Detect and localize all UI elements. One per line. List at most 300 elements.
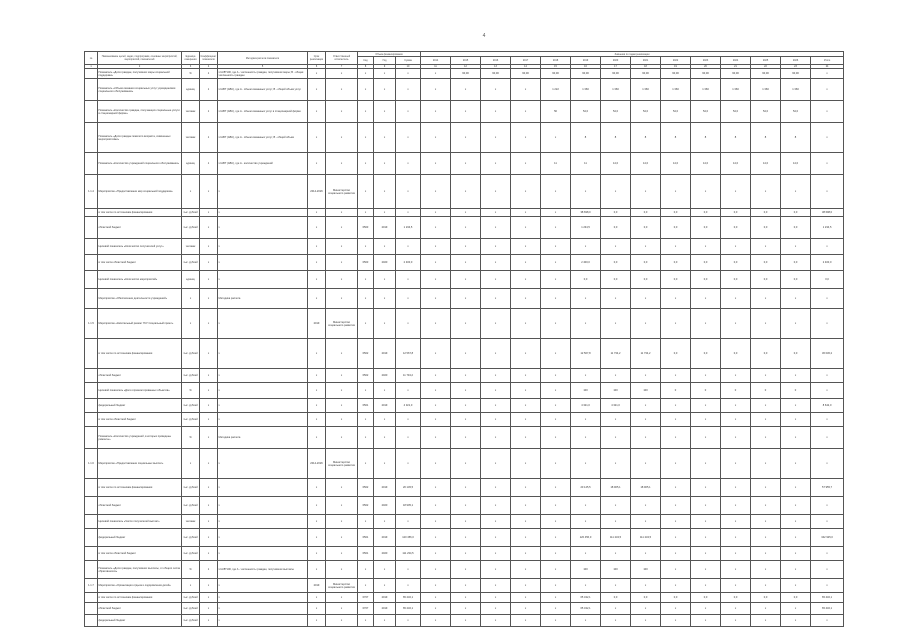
row-value-cell: x (571, 547, 601, 561)
row-value-cell: x (691, 309, 721, 339)
row-num-cell (85, 79, 98, 101)
row-fin-year-cell: x (374, 239, 396, 255)
row-executor-cell: Министерство социального развития (326, 579, 358, 593)
row-value-cell: x (601, 289, 631, 309)
row-value-cell: x (691, 603, 721, 615)
row-fin-code-cell: x (358, 427, 374, 449)
row-value-cell: x (601, 413, 631, 427)
row-value-cell: 0,0 (721, 339, 751, 369)
row-coef-cell: x (200, 427, 218, 449)
column-index-cell: 3 (182, 65, 200, 69)
header-coef: Коэффициент показателя (200, 52, 218, 65)
row-value-cell: x (691, 615, 721, 627)
row-value-cell: x (541, 309, 571, 339)
row-value-cell: x (661, 427, 691, 449)
row-value-cell: 1 234,5 (811, 217, 844, 239)
row-value-cell: x (451, 427, 481, 449)
row-value-cell: x (631, 515, 661, 529)
row-name-cell: Показатель «Доля граждан пожилого возраста, охваченных мероприятиями» (98, 123, 182, 153)
row-executor-cell: x (326, 427, 358, 449)
row-coef-cell: x (200, 239, 218, 255)
header-unit: Единица измерения (182, 52, 200, 65)
row-value-cell: x (481, 529, 511, 547)
row-value-cell: x (631, 413, 661, 427)
row-value-cell: 0,0 (661, 271, 691, 289)
row-value-cell: x (511, 413, 541, 427)
row-value-cell: x (661, 579, 691, 593)
row-value-cell: x (421, 153, 451, 175)
header-year: 2026 (781, 57, 811, 65)
row-value-cell: 0,0 (781, 593, 811, 603)
row-name-cell: областной бюджет (98, 497, 182, 515)
row-value-cell: x (481, 579, 511, 593)
row-value-cell: x (751, 547, 781, 561)
row-fin-code-cell: x (358, 579, 374, 593)
row-value-cell: x (571, 369, 601, 383)
row-value-cell: x (511, 101, 541, 123)
row-value-cell: x (451, 593, 481, 603)
row-executor-cell: x (326, 339, 358, 369)
row-value-cell: x (781, 603, 811, 615)
row-value-cell: x (421, 289, 451, 309)
row-unit-cell: тыс. рублей (182, 603, 200, 615)
row-value-cell: x (481, 479, 511, 497)
table-row (85, 153, 844, 175)
row-value-cell: 1 360 (601, 79, 631, 101)
table-row (85, 515, 844, 529)
row-value-cell: x (481, 209, 511, 217)
row-value-cell: 1 360 (721, 79, 751, 101)
row-value-cell: 0,0 (691, 209, 721, 217)
row-value-cell: x (781, 427, 811, 449)
row-value-cell: x (511, 271, 541, 289)
row-fin-year-cell: 2019 (374, 593, 396, 603)
row-method-cell: x (218, 271, 308, 289)
row-value-cell: x (511, 593, 541, 603)
row-value-cell: 0,0 (661, 209, 691, 217)
row-value-cell: 90,00 (721, 69, 751, 79)
column-index-cell: 19 (661, 65, 691, 69)
row-value-cell: 0 (661, 383, 691, 399)
row-value-cell: x (631, 449, 661, 479)
row-source-cell: x (308, 339, 326, 369)
row-value-cell: 12 567,8 (571, 339, 601, 369)
row-value-cell: 0,0 (631, 271, 661, 289)
header-method: Методика расчета показателя (218, 52, 308, 65)
table-row (85, 427, 844, 449)
row-value-cell: x (451, 413, 481, 427)
table-row (85, 123, 844, 153)
row-name-cell: в том числе по источникам финансирования (98, 339, 182, 369)
row-value-cell: 14,0 (781, 153, 811, 175)
row-name-cell: областной бюджет (98, 217, 182, 239)
row-value-cell: 14,0 (721, 153, 751, 175)
column-index-cell: 23 (781, 65, 811, 69)
row-fin-year-cell: x (374, 383, 396, 399)
row-value-cell: 11 (541, 153, 571, 175)
row-fin-year-cell: 2020 (374, 497, 396, 515)
row-value-cell: x (661, 529, 691, 547)
row-coef-cell: x (200, 209, 218, 217)
row-value-cell: 38 698,0 (811, 209, 844, 217)
header-values-group: Значения по годам реализации (421, 52, 844, 57)
row-method-cell: Методика расчета (218, 289, 308, 309)
row-value-cell: 111 234,5 (601, 529, 631, 547)
row-fin-code-cell: x (358, 309, 374, 339)
row-value-cell: 90,00 (511, 69, 541, 79)
row-name-cell: Мероприятие «Предоставление мер социальной поддержки» (98, 175, 182, 209)
row-value-cell: x (781, 309, 811, 339)
row-name-cell: Показатель «Объем оказания социальных услуг учреждениями социального обслуживания» (98, 79, 182, 101)
row-value-cell: x (751, 615, 781, 627)
row-value-cell: x (811, 153, 844, 175)
row-executor-cell: x (326, 479, 358, 497)
row-unit-cell: % (182, 427, 200, 449)
row-value-cell: 14,0 (661, 153, 691, 175)
row-value-cell: x (691, 369, 721, 383)
row-value-cell: x (811, 547, 844, 561)
row-value-cell: x (601, 239, 631, 255)
row-value-cell: x (481, 217, 511, 239)
row-value-cell: x (721, 239, 751, 255)
row-fin-sum-cell: x (396, 561, 421, 579)
row-fin-year-cell: 2020 (374, 547, 396, 561)
row-value-cell: x (481, 383, 511, 399)
row-unit-cell: тыс. рублей (182, 217, 200, 239)
header-year: 2021 (631, 57, 661, 65)
row-value-cell: x (451, 175, 481, 209)
row-fin-code-cell: 0502 (358, 479, 374, 497)
row-method-cell: x=ABT (ABC), где A - объем оказанных услуг; B - общий объем (218, 123, 308, 153)
row-value-cell: x (451, 79, 481, 101)
row-value-cell: x (451, 101, 481, 123)
row-value-cell: x (661, 399, 691, 413)
row-fin-code-cell: x (358, 561, 374, 579)
row-coef-cell: 1 (200, 561, 218, 579)
row-value-cell: x (601, 497, 631, 515)
row-fin-year-cell: 2019 (374, 529, 396, 547)
row-value-cell: 90,00 (601, 69, 631, 79)
row-method-cell: x (218, 449, 308, 479)
row-executor-cell: x (326, 217, 358, 239)
row-value-cell: x (511, 289, 541, 309)
row-value-cell: 100 (631, 383, 661, 399)
column-index-cell: 21 (721, 65, 751, 69)
row-value-cell: x (451, 399, 481, 413)
row-name-cell: Показатель «Доля граждан, получивших меры социальной поддержки» (98, 69, 182, 79)
row-unit-cell: % (182, 561, 200, 579)
row-value-cell: x (781, 479, 811, 497)
row-value-cell: 0,0 (721, 271, 751, 289)
row-value-cell: x (541, 515, 571, 529)
table-row (85, 289, 844, 309)
row-value-cell: x (751, 399, 781, 413)
row-value-cell: 0,0 (631, 209, 661, 217)
row-fin-sum-cell: x (396, 309, 421, 339)
column-index-cell: 4 (200, 65, 218, 69)
row-name-cell: Целевой показатель «Количество получателей услуг» (98, 239, 182, 255)
row-value-cell: 11 734,2 (601, 339, 631, 369)
header-financing-group: Объем финансирования (358, 52, 421, 57)
row-name-cell: в том числе областной бюджет (98, 255, 182, 271)
column-index-cell: 11 (421, 65, 451, 69)
row-source-cell: x (308, 123, 326, 153)
row-value-cell: 100 (571, 561, 601, 579)
row-value-cell: 0,0 (721, 209, 751, 217)
row-value-cell: x (721, 427, 751, 449)
row-value-cell: 4 321,0 (601, 399, 631, 413)
row-value-cell: x (511, 175, 541, 209)
row-value-cell: x (541, 427, 571, 449)
row-value-cell: x (541, 413, 571, 427)
row-unit-cell: тыс. рублей (182, 209, 200, 217)
row-value-cell: 8 (691, 123, 721, 153)
row-unit-cell: единиц (182, 153, 200, 175)
row-source-cell: x (308, 209, 326, 217)
row-name-cell: Мероприятие «Обеспечение деятельности учреждений» (98, 289, 182, 309)
table-row (85, 239, 844, 255)
row-fin-sum-cell: 11 734,2 (396, 369, 421, 383)
row-value-cell: x (661, 603, 691, 615)
row-coef-cell: x (200, 515, 218, 529)
table-row (85, 175, 844, 209)
row-value-cell: x (721, 579, 751, 593)
row-fin-year-cell: 2020 (374, 369, 396, 383)
row-value-cell: 8 642,0 (811, 399, 844, 413)
row-method-cell: x (218, 339, 308, 369)
row-value-cell: 57 955,7 (811, 479, 844, 497)
row-value-cell: 100 (571, 383, 601, 399)
row-value-cell: x (541, 497, 571, 515)
row-value-cell: x (721, 515, 751, 529)
row-fin-year-cell: x (374, 309, 396, 339)
row-fin-sum-cell: 65 432,1 (396, 603, 421, 615)
row-source-cell: x (308, 593, 326, 603)
program-table-container (84, 51, 835, 627)
row-num-cell (85, 369, 98, 383)
row-num-cell (85, 271, 98, 289)
row-executor-cell: x (326, 289, 358, 309)
table-row (85, 271, 844, 289)
row-value-cell: x (421, 399, 451, 413)
row-value-cell: x (571, 175, 601, 209)
row-source-cell: 2014-2026 (308, 449, 326, 479)
row-coef-cell: x (200, 479, 218, 497)
row-method-cell: x (218, 547, 308, 561)
row-value-cell: 90,00 (541, 69, 571, 79)
row-fin-year-cell: x (374, 413, 396, 427)
row-value-cell: x (691, 399, 721, 413)
row-value-cell: 65 432,1 (811, 593, 844, 603)
row-value-cell: x (481, 255, 511, 271)
row-value-cell: 1 234,5 (571, 217, 601, 239)
row-num-cell (85, 561, 98, 579)
row-value-cell: x (721, 497, 751, 515)
row-value-cell: x (811, 369, 844, 383)
column-index-cell: 17 (601, 65, 631, 69)
row-unit-cell: тыс. рублей (182, 593, 200, 603)
row-source-cell: x (308, 603, 326, 615)
row-fin-year-cell: x (374, 79, 396, 101)
row-num-cell (85, 529, 98, 547)
row-value-cell: x (421, 547, 451, 561)
row-coef-cell: 1 (200, 79, 218, 101)
row-num-cell (85, 209, 98, 217)
row-value-cell: x (601, 515, 631, 529)
row-value-cell: 0,0 (781, 255, 811, 271)
row-value-cell: x (721, 561, 751, 579)
row-coef-cell: x (200, 175, 218, 209)
row-source-cell: x (308, 529, 326, 547)
row-fin-sum-cell: x (396, 123, 421, 153)
row-value-cell: 0,0 (601, 271, 631, 289)
row-executor-cell: x (326, 153, 358, 175)
row-fin-year-cell: x (374, 101, 396, 123)
row-value-cell: 2 400,0 (811, 255, 844, 271)
header-year: 2015 (451, 57, 481, 65)
header-fin-year: Год (374, 57, 396, 65)
row-value-cell: x (481, 309, 511, 339)
row-value-cell: x (691, 413, 721, 427)
table-row (85, 79, 844, 101)
row-fin-year-cell: x (374, 615, 396, 627)
column-index-cell: 14 (511, 65, 541, 69)
column-index-cell: 24 (811, 65, 844, 69)
table-row (85, 529, 844, 547)
row-num-cell (85, 153, 98, 175)
row-value-cell: x (721, 309, 751, 339)
row-value-cell: 65 432,1 (811, 603, 844, 615)
row-value-cell: x (751, 529, 781, 547)
row-unit-cell: человек (182, 123, 200, 153)
row-name-cell: Показатель «Доля граждан, получивших выплаты, от общего числа обратившихся» (98, 561, 182, 579)
row-value-cell: x (541, 615, 571, 627)
row-num-cell: 1.1.5 (85, 309, 98, 339)
row-value-cell: x (421, 79, 451, 101)
column-index-cell: 13 (481, 65, 511, 69)
row-fin-code-cell: 0502 (358, 339, 374, 369)
row-value-cell: 0,0 (751, 593, 781, 603)
header-year: 2018 (541, 57, 571, 65)
row-value-cell: x (541, 239, 571, 255)
row-value-cell: x (421, 603, 451, 615)
header-year: 2023 (691, 57, 721, 65)
row-value-cell: x (511, 479, 541, 497)
row-method-cell: x (218, 479, 308, 497)
row-coef-cell: x (200, 217, 218, 239)
row-value-cell: x (541, 289, 571, 309)
row-value-cell: 90,00 (661, 69, 691, 79)
row-value-cell: x (751, 515, 781, 529)
column-index-cell: 5 (218, 65, 308, 69)
row-source-cell: 2019 (308, 309, 326, 339)
row-value-cell: x (751, 561, 781, 579)
row-value-cell: x (811, 123, 844, 153)
row-name-cell: Показатель «Количество граждан, получающих социальные услуги в стационарной форме» (98, 101, 182, 123)
row-value-cell: 0,0 (691, 255, 721, 271)
row-value-cell: 54,0 (721, 101, 751, 123)
row-fin-code-cell: 0503 (358, 217, 374, 239)
row-value-cell: x (781, 561, 811, 579)
row-name-cell: в том числе областной бюджет (98, 547, 182, 561)
row-value-cell: x (781, 413, 811, 427)
row-coef-cell: x (200, 593, 218, 603)
row-source-cell: x (308, 413, 326, 427)
row-value-cell: x (541, 209, 571, 217)
row-value-cell: x (421, 593, 451, 603)
row-value-cell: x (511, 427, 541, 449)
row-value-cell: x (571, 579, 601, 593)
row-value-cell: x (691, 561, 721, 579)
table-row (85, 603, 844, 615)
row-value-cell: x (751, 603, 781, 615)
row-value-cell: x (511, 369, 541, 383)
row-value-cell: x (811, 69, 844, 79)
row-value-cell: x (451, 289, 481, 309)
row-value-cell: x (511, 497, 541, 515)
row-coef-cell: x (200, 271, 218, 289)
header-fin-code: Код (358, 57, 374, 65)
row-fin-code-cell: x (358, 289, 374, 309)
row-fin-sum-cell: x (396, 449, 421, 479)
row-value-cell: x (691, 239, 721, 255)
row-value-cell: x (481, 427, 511, 449)
table-row (85, 209, 844, 217)
row-coef-cell: x (200, 529, 218, 547)
row-executor-cell: x (326, 515, 358, 529)
row-fin-year-cell: 2019 (374, 603, 396, 615)
row-fin-sum-cell: x (396, 383, 421, 399)
row-value-cell: x (751, 427, 781, 449)
row-value-cell: 0,0 (571, 271, 601, 289)
row-value-cell: x (451, 255, 481, 271)
row-value-cell: 1 360 (691, 79, 721, 101)
row-name-cell: Целевой показатель «Число получателей выплат» (98, 515, 182, 529)
row-value-cell: x (541, 479, 571, 497)
row-value-cell: x (451, 383, 481, 399)
row-value-cell: 2 400,0 (571, 255, 601, 271)
row-value-cell: x (421, 497, 451, 515)
row-source-cell: x (308, 271, 326, 289)
row-value-cell: x (661, 515, 691, 529)
row-value-cell: 0,0 (661, 339, 691, 369)
row-value-cell: x (511, 123, 541, 153)
row-fin-sum-cell: 120 456,0 (396, 529, 421, 547)
row-value-cell: 0,0 (751, 255, 781, 271)
row-value-cell: 0,0 (721, 255, 751, 271)
row-method-cell: x (218, 593, 308, 603)
row-name-cell: областной бюджет (98, 603, 182, 615)
row-value-cell: 1 360 (751, 79, 781, 101)
row-fin-year-cell: x (374, 175, 396, 209)
row-name-cell: федеральный бюджет (98, 399, 182, 413)
row-name-cell: Мероприятие «Капитальный ремонт ГКУ Социальный приют» (98, 309, 182, 339)
row-value-cell: x (601, 427, 631, 449)
row-value-cell: 38 698,0 (571, 209, 601, 217)
row-value-cell: x (631, 547, 661, 561)
row-value-cell: x (541, 399, 571, 413)
row-fin-sum-cell: x (396, 579, 421, 593)
row-source-cell: x (308, 479, 326, 497)
row-name-cell: Целевой показатель «Количество мероприятий» (98, 271, 182, 289)
row-value-cell: x (421, 369, 451, 383)
table-body (85, 69, 844, 627)
row-method-cell: x=ABT (ABC), где A - объем оказанных услуг в стационарной форме (218, 101, 308, 123)
row-fin-year-cell: x (374, 289, 396, 309)
row-value-cell: x (451, 271, 481, 289)
column-index-cell: 15 (541, 65, 571, 69)
row-num-cell (85, 383, 98, 399)
